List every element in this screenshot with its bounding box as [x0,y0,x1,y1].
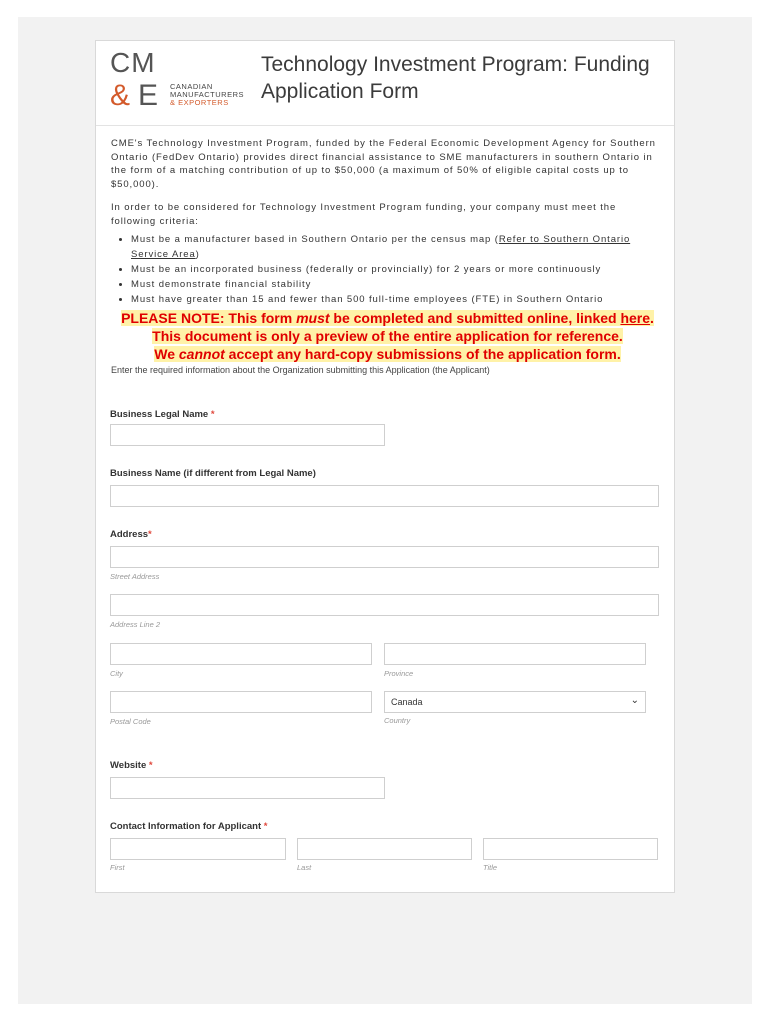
business-name-label: Business Name (if different from Legal Name) [110,468,316,479]
chevron-down-icon: ⌄ [630,695,639,706]
country-select[interactable] [384,691,646,713]
province-input[interactable] [384,643,646,665]
list-item: • Must have greater than 15 and fewer than 500 full-time employees (FTE) in Southern Ontario [131,292,664,307]
street-address-sublabel: Street Address [110,572,160,581]
criteria-intro: In order to be considered for Technology Investment Program funding, your company must meet the following criteria: [111,202,617,227]
online-submission-notice: PLEASE NOTE: This form must be completed and submitted online, linked here. This document is only a preview of the entire application for reference. We cannot accept any hard-copy submissions of the application form. [121,310,654,362]
form-header [96,41,674,126]
logo-cm: CM [110,47,156,78]
country-value: Canada [391,697,423,707]
address-line2-input[interactable] [110,594,659,616]
address-line2-sublabel: Address Line 2 [110,620,161,629]
street-address-input[interactable] [110,546,659,568]
logo-text: CANADIAN MANUFACTURERS & EXPORTERS [170,82,245,107]
legal-name-input[interactable] [110,424,385,446]
title-input[interactable] [483,838,658,860]
form-title: Technology Investment Program: Funding Application Form [261,53,650,103]
list-item: • Must demonstrate financial stability [131,277,664,292]
form-description [111,137,664,375]
first-name-sublabel: First [110,863,125,872]
first-name-input[interactable] [110,838,286,860]
postal-code-input[interactable] [110,691,372,713]
business-name-input[interactable] [110,485,659,507]
intro-paragraph: CME's Technology Investment Program, funded by the Federal Economic Development Agency for Southern Ontario (FedDev Ontario) provides direct financial assistance to SME manufacturers in southern Ontario in the form of a matching contribution of up to $50,000 (a maximum of 50% of eligible capital costs up to $50,000). [111,138,656,190]
logo-ampersand: & [110,79,131,112]
service-area-link[interactable]: Refer to Southern Ontario Service Area [131,234,631,260]
legal-name-label: Business Legal Name * [110,409,215,420]
country-sublabel: Country [384,716,411,725]
province-sublabel: Province [384,669,414,678]
cme-logo [110,49,250,119]
last-name-input[interactable] [297,838,472,860]
postal-code-sublabel: Postal Code [110,717,151,726]
form-intro: Enter the required information about the Organization submitting this Application (the Applicant) [111,365,490,375]
criteria-list [111,232,664,307]
online-form-link[interactable]: here [620,310,651,326]
logo-e: E [138,79,159,112]
website-input[interactable] [110,777,385,799]
title-sublabel: Title [483,863,498,872]
contact-label: Contact Information for Applicant * [110,821,268,832]
list-item: • Must be an incorporated business (federally or provincially) for 2 years or more continuously [131,262,664,277]
website-label: Website * [110,760,153,771]
last-name-sublabel: Last [297,863,312,872]
list-item: • Must be a manufacturer based in Southern Ontario per the census map (Refer to Southern Ontario Service Area) [131,232,664,262]
city-sublabel: City [110,669,123,678]
address-label: Address* [110,529,152,540]
form-card [95,40,675,893]
city-input[interactable] [110,643,372,665]
